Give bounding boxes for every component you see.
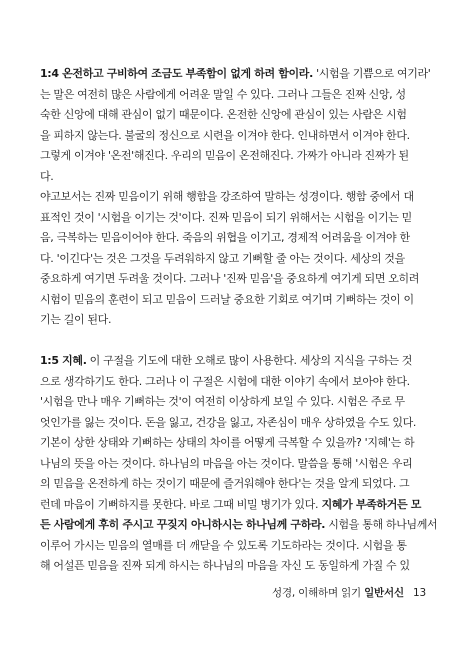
text-line	[40, 515, 438, 536]
page-body	[40, 64, 438, 577]
paragraph-gap	[40, 331, 434, 352]
emphasis-quote: 지혜가 부족하거든 모	[318, 497, 422, 511]
paragraph-verse-1-4	[40, 64, 434, 187]
text-line: 다.	[40, 169, 54, 183]
emphasis-quote: 든 사람에게 후히 주시고 꾸짖지 아니하시는 하나님께 구하라.	[40, 518, 326, 531]
text-line	[40, 64, 434, 85]
text-line: 의 믿음을 온전하게 하는 것이기 때문에 즐거워해야 한다'는 것을 알게 되었다. 그	[40, 477, 410, 490]
text-line: 시험이 믿음의 훈련이 되고 믿음이 드러날 중요한 기회로 여기며 기뻐하는 것이 이	[40, 292, 414, 306]
paragraph-james-faith	[40, 187, 434, 331]
text-line	[40, 495, 434, 516]
text-line: 나님의 뜻을 아는 것이다. 하나님의 마음을 아는 것이다. 말씀을 통해 '시험은 우리	[40, 456, 413, 470]
text-line: 표적인 것이 '시험을 이기는 것'이다. 진짜 믿음이 되기 위해서는 시험을 이기는 믿	[40, 210, 412, 224]
verse-heading: 1:5 지혜.	[40, 354, 87, 367]
text-line: 기본이 상한 상태와 기뻐하는 상태의 차이를 어떻게 극복할 수 있을까? '지혜'는 하	[40, 436, 415, 449]
text-line: 기는 길이 된다.	[40, 313, 112, 326]
paragraph-verse-1-5	[40, 351, 438, 577]
text-line: 해 어설픈 믿음을 진짜 되게 하시는 하나님의 마음을 자신 도 동일하게 가질 수 있	[40, 559, 410, 572]
page-footer	[272, 585, 426, 600]
text-line: 숙한 신앙에 대해 관심이 없기 때문이다. 온전한 신앙에 관심이 있는 사람은 시험	[40, 108, 407, 121]
verse-heading: 1:4 온전하고 구비하여 조금도 부족함이 없게 하려 함이라.	[40, 67, 313, 80]
text-run: 런데 마음이 기뻐하지를 못한다. 바로 그때 비밀 병기가 있다.	[40, 497, 319, 511]
text-line: 다. '이긴다'는 것은 그것을 두려워하지 않고 기뻐할 줄 아는 것이다. 세상의 것을	[40, 251, 405, 265]
text-line	[40, 351, 434, 372]
text-run: 이 구절을 기도에 대한 오해로 많이 사용한다. 세상의 지식을 구하는 것	[86, 354, 413, 367]
text-line: '시험을 만나 매우 기뻐하는 것'이 여전히 이상하게 보일 수 있다. 시험은 주로 무	[40, 395, 405, 408]
text-line: 중요하게 여기면 두려울 것이다. 그러나 '진짜 믿음'을 중요하게 여기게 되면 오히려	[40, 272, 420, 285]
text-line: 엇인가를 잃는 것이다. 돈을 잃고, 건강을 잃고, 자존심이 매우 상하였을 수도 있다.	[40, 415, 417, 429]
text-run: '시험을 기쁨으로 여기라'	[312, 67, 431, 80]
text-line: 그렇게 이겨야 '온전'해진다. 우리의 믿음이 온전해진다. 가짜가 아니라 진짜가 된	[40, 149, 409, 162]
footer-section-title: 일반서신	[364, 587, 404, 599]
text-run: 시험을 통해 하나님께서	[325, 518, 438, 531]
text-line: 음, 극복하는 믿음이어야 한다. 죽음의 위협을 이기고, 경제적 어려움을 이겨야 한	[40, 231, 410, 244]
text-line: 야고보서는 진짜 믿음이기 위해 행함을 강조하여 말하는 성경이다. 행함 중에서 대	[40, 190, 414, 203]
footer-book-title: 성경, 이해하며 읽기	[272, 587, 361, 599]
text-line: 이루어 가시는 믿음의 열매를 더 깨닫을 수 있도록 기도하라는 것이다. 시험을 통	[40, 538, 407, 552]
text-line: 을 피하지 않는다. 불굴의 정신으로 시련을 이겨야 한다. 인내하면서 이겨야 한다.	[40, 128, 410, 142]
text-line: 으로 생각하기도 한다. 그러나 이 구절은 시험에 대한 이야기 속에서 보아야 한다.	[40, 374, 410, 388]
page-number: 13	[413, 587, 426, 599]
text-line: 는 말은 여전히 많은 사람에게 어려운 말일 수 있다. 그러나 그들은 진짜 신앙, 성	[40, 87, 406, 101]
